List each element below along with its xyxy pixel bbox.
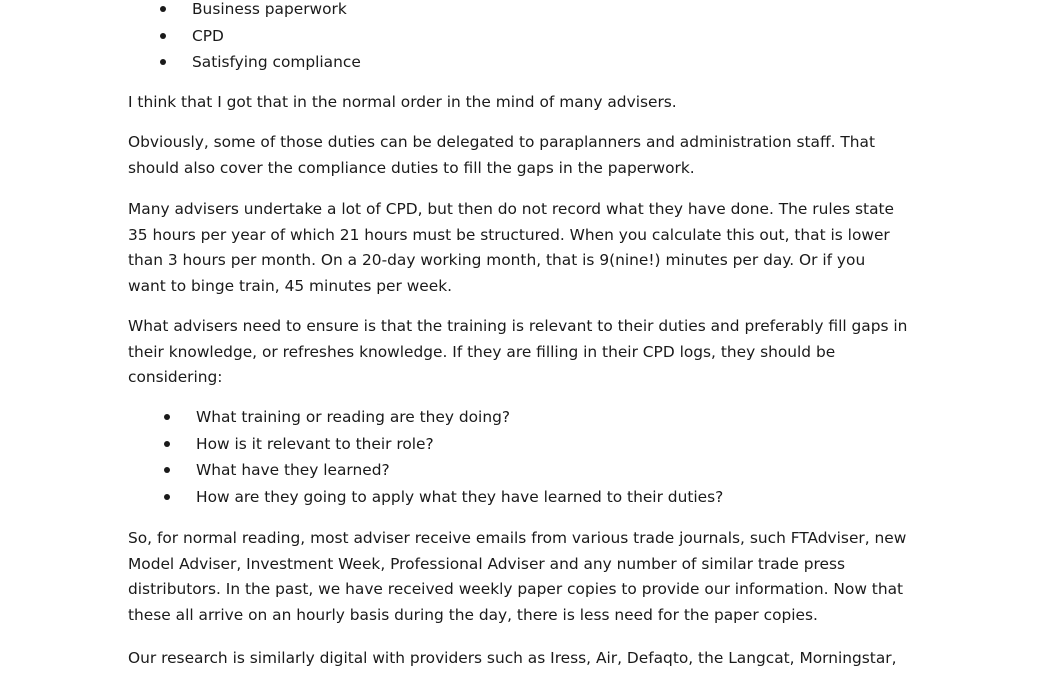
bullet-icon: [160, 6, 166, 12]
bullet-icon: [164, 441, 170, 447]
paragraph-normal-order: I think that I got that in the normal order in the mind of many advisers.: [128, 93, 677, 111]
list-item: [164, 431, 723, 458]
list-item-text: What training or reading are they doing?: [196, 408, 511, 426]
list-item-text: Satisfying compliance: [192, 53, 361, 71]
list-item: [160, 0, 361, 23]
list-item-text: How are they going to apply what they have learned to their duties?: [196, 487, 724, 506]
bullet-icon: [160, 59, 166, 65]
list-item-text: Business paperwork: [192, 0, 347, 18]
paragraph-trade-reading: So, for normal reading, most adviser receive emails from various trade journals, such FTAdviser, new Model Adviser, Investment Week, Professional Adviser and any number of similar trade press distributors. In the past, we have received weekly paper copies to provide our information. Now that these all arrive on an hourly basis during the day, there is less need for the paper copies.: [128, 529, 907, 624]
paragraph-training-relevance: What advisers need to ensure is that the training is relevant to their duties and preferably fill gaps in their knowledge, or refreshes knowledge. If they are filling in their CPD logs, they should be considering:: [128, 317, 908, 386]
paragraph-delegation: Obviously, some of those duties can be delegated to paraplanners and administration staff. That should also cover the compliance duties to fill the gaps in the paperwork.: [128, 133, 875, 177]
paragraph-research-providers: Our research is similarly digital with providers such as Iress, Air, Defaqto, the Langcat, Morningstar,: [128, 649, 897, 667]
list-item: [160, 23, 361, 50]
list-item: [160, 49, 361, 76]
list-item: [164, 404, 723, 431]
list-item-text: What have they learned?: [196, 461, 390, 479]
bullet-icon: [160, 33, 166, 39]
paragraph-cpd-hours: Many advisers undertake a lot of CPD, but then do not record what they have done. The rules state 35 hours per year of which 21 hours must be structured. When you calculate this out, that is lower than 3 hours per month. On a 20-day working month, that is 9(nine!) minutes per day. Or if you want to binge train, 45 minutes per week.: [128, 200, 895, 295]
list-item: [164, 484, 723, 511]
list-item: [164, 457, 723, 484]
bullet-icon: [164, 414, 170, 420]
bullet-icon: [164, 467, 170, 473]
list-item-text: How is it relevant to their role?: [196, 434, 434, 453]
cpd-questions-list: [164, 404, 723, 510]
list-item-text: CPD: [192, 26, 224, 45]
bullet-icon: [164, 494, 170, 500]
duties-list: [160, 0, 361, 76]
